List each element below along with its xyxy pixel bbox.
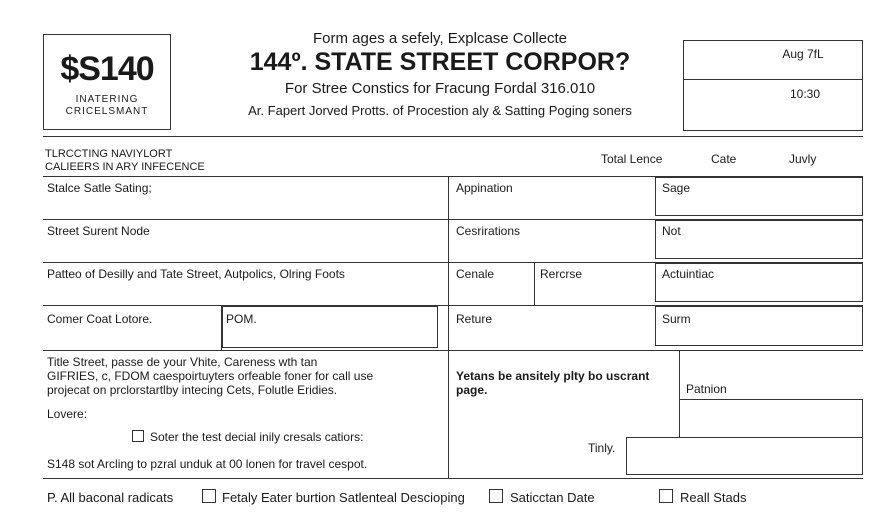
header-top-line: Form ages a sefely, Explcase Collecte — [313, 30, 567, 47]
grid-line — [448, 176, 449, 478]
paragraph-line-1: Title Street, passe de your Vhite, Careness wth tan — [47, 355, 318, 369]
not-field[interactable] — [655, 220, 863, 259]
page-title: 144º. STATE STREET CORPOR? — [249, 48, 631, 76]
paragraph-line-3: projecat on prclorstartlby intecing Cets, Folutle Eridies. — [47, 383, 338, 397]
grid-line — [43, 478, 863, 479]
badge-amount: $S140 — [60, 50, 154, 88]
row4-mid-label: Reture — [456, 312, 493, 326]
row2-label: Street Surent Node — [47, 224, 150, 238]
row2-right-label: Not — [662, 224, 681, 238]
divider-top — [43, 136, 863, 137]
row1-right-label: Sage — [662, 181, 691, 195]
row1-mid-label: Appination — [456, 181, 513, 195]
col-header-total: Total Lence — [601, 152, 663, 166]
row1-label: Stalce Satle Sating; — [47, 181, 152, 195]
row3-label: Patteo of Desilly and Tate Street, Autpolics, Olring Foots — [47, 267, 345, 281]
page-subtitle-2: Ar. Fapert Jorved Protts. of Procestion aly & Satting Poging soners — [248, 103, 632, 118]
tinly-field[interactable] — [626, 437, 863, 475]
patnion-field[interactable] — [679, 399, 863, 438]
footer-checkbox-3[interactable] — [659, 489, 673, 503]
col-header-cate: Cate — [711, 152, 737, 166]
tinly-label: Tinly. — [588, 441, 616, 455]
decial-checkbox-label: Soter the test decial inily cresals catiors: — [150, 430, 364, 444]
footer-checkbox-1[interactable] — [202, 489, 216, 503]
travel-note: S148 sot Arcling to pzral unduk at 00 lonen for travel cespot. — [47, 457, 368, 471]
notice-bold-1: Yetans be ansitely plty bo uscrant — [456, 369, 650, 383]
footer-checkbox-3-label: Reall Stads — [680, 490, 747, 505]
lovere-label: Lovere: — [47, 407, 88, 421]
grid-line — [534, 262, 535, 305]
footer-checkbox-1-label: Fetaly Eater burtion Satlenteal Descioping — [222, 490, 465, 505]
footer-checkbox-2-label: Saticctan Date — [510, 490, 595, 505]
grid-line — [43, 350, 863, 351]
row3-mid-a-label: Cenale — [456, 267, 495, 281]
section-heading-2: CALIEERS IN ARY INFECENCE — [45, 161, 205, 173]
row3-right-label: Actuintiac — [662, 267, 715, 281]
patnion-label: Patnion — [686, 382, 727, 396]
notice-bold-2: page. — [456, 383, 488, 397]
footer-checkbox-2[interactable] — [489, 489, 503, 503]
badge-line1: INATERING — [75, 94, 139, 105]
badge-line2: CRICELSMANT — [65, 106, 149, 117]
row4-pom-label: POM. — [226, 312, 257, 326]
section-heading-1: TLRCCTING NAVIYLORT — [45, 148, 173, 160]
row2-mid-label: Cesrirations — [456, 224, 521, 238]
col-header-juvly: Juvly — [789, 152, 817, 166]
row3-mid-b-label: Rercrse — [540, 267, 583, 281]
number-value: 10:30 — [789, 87, 821, 101]
footer-lead: P. All baconal radicats — [47, 490, 174, 505]
date-value: Aug 7fL — [782, 47, 824, 61]
row4-right-label: Surm — [662, 312, 691, 326]
decial-checkbox[interactable] — [132, 430, 144, 442]
page-subtitle: For Stree Constics for Fracung Fordal 316.010 — [284, 80, 596, 97]
row4-label: Comer Coat Lotore. — [47, 312, 153, 326]
paragraph-line-2: GIFRIES, c, FDOM caespoirtuyters orfeable foner for call use — [47, 369, 374, 383]
